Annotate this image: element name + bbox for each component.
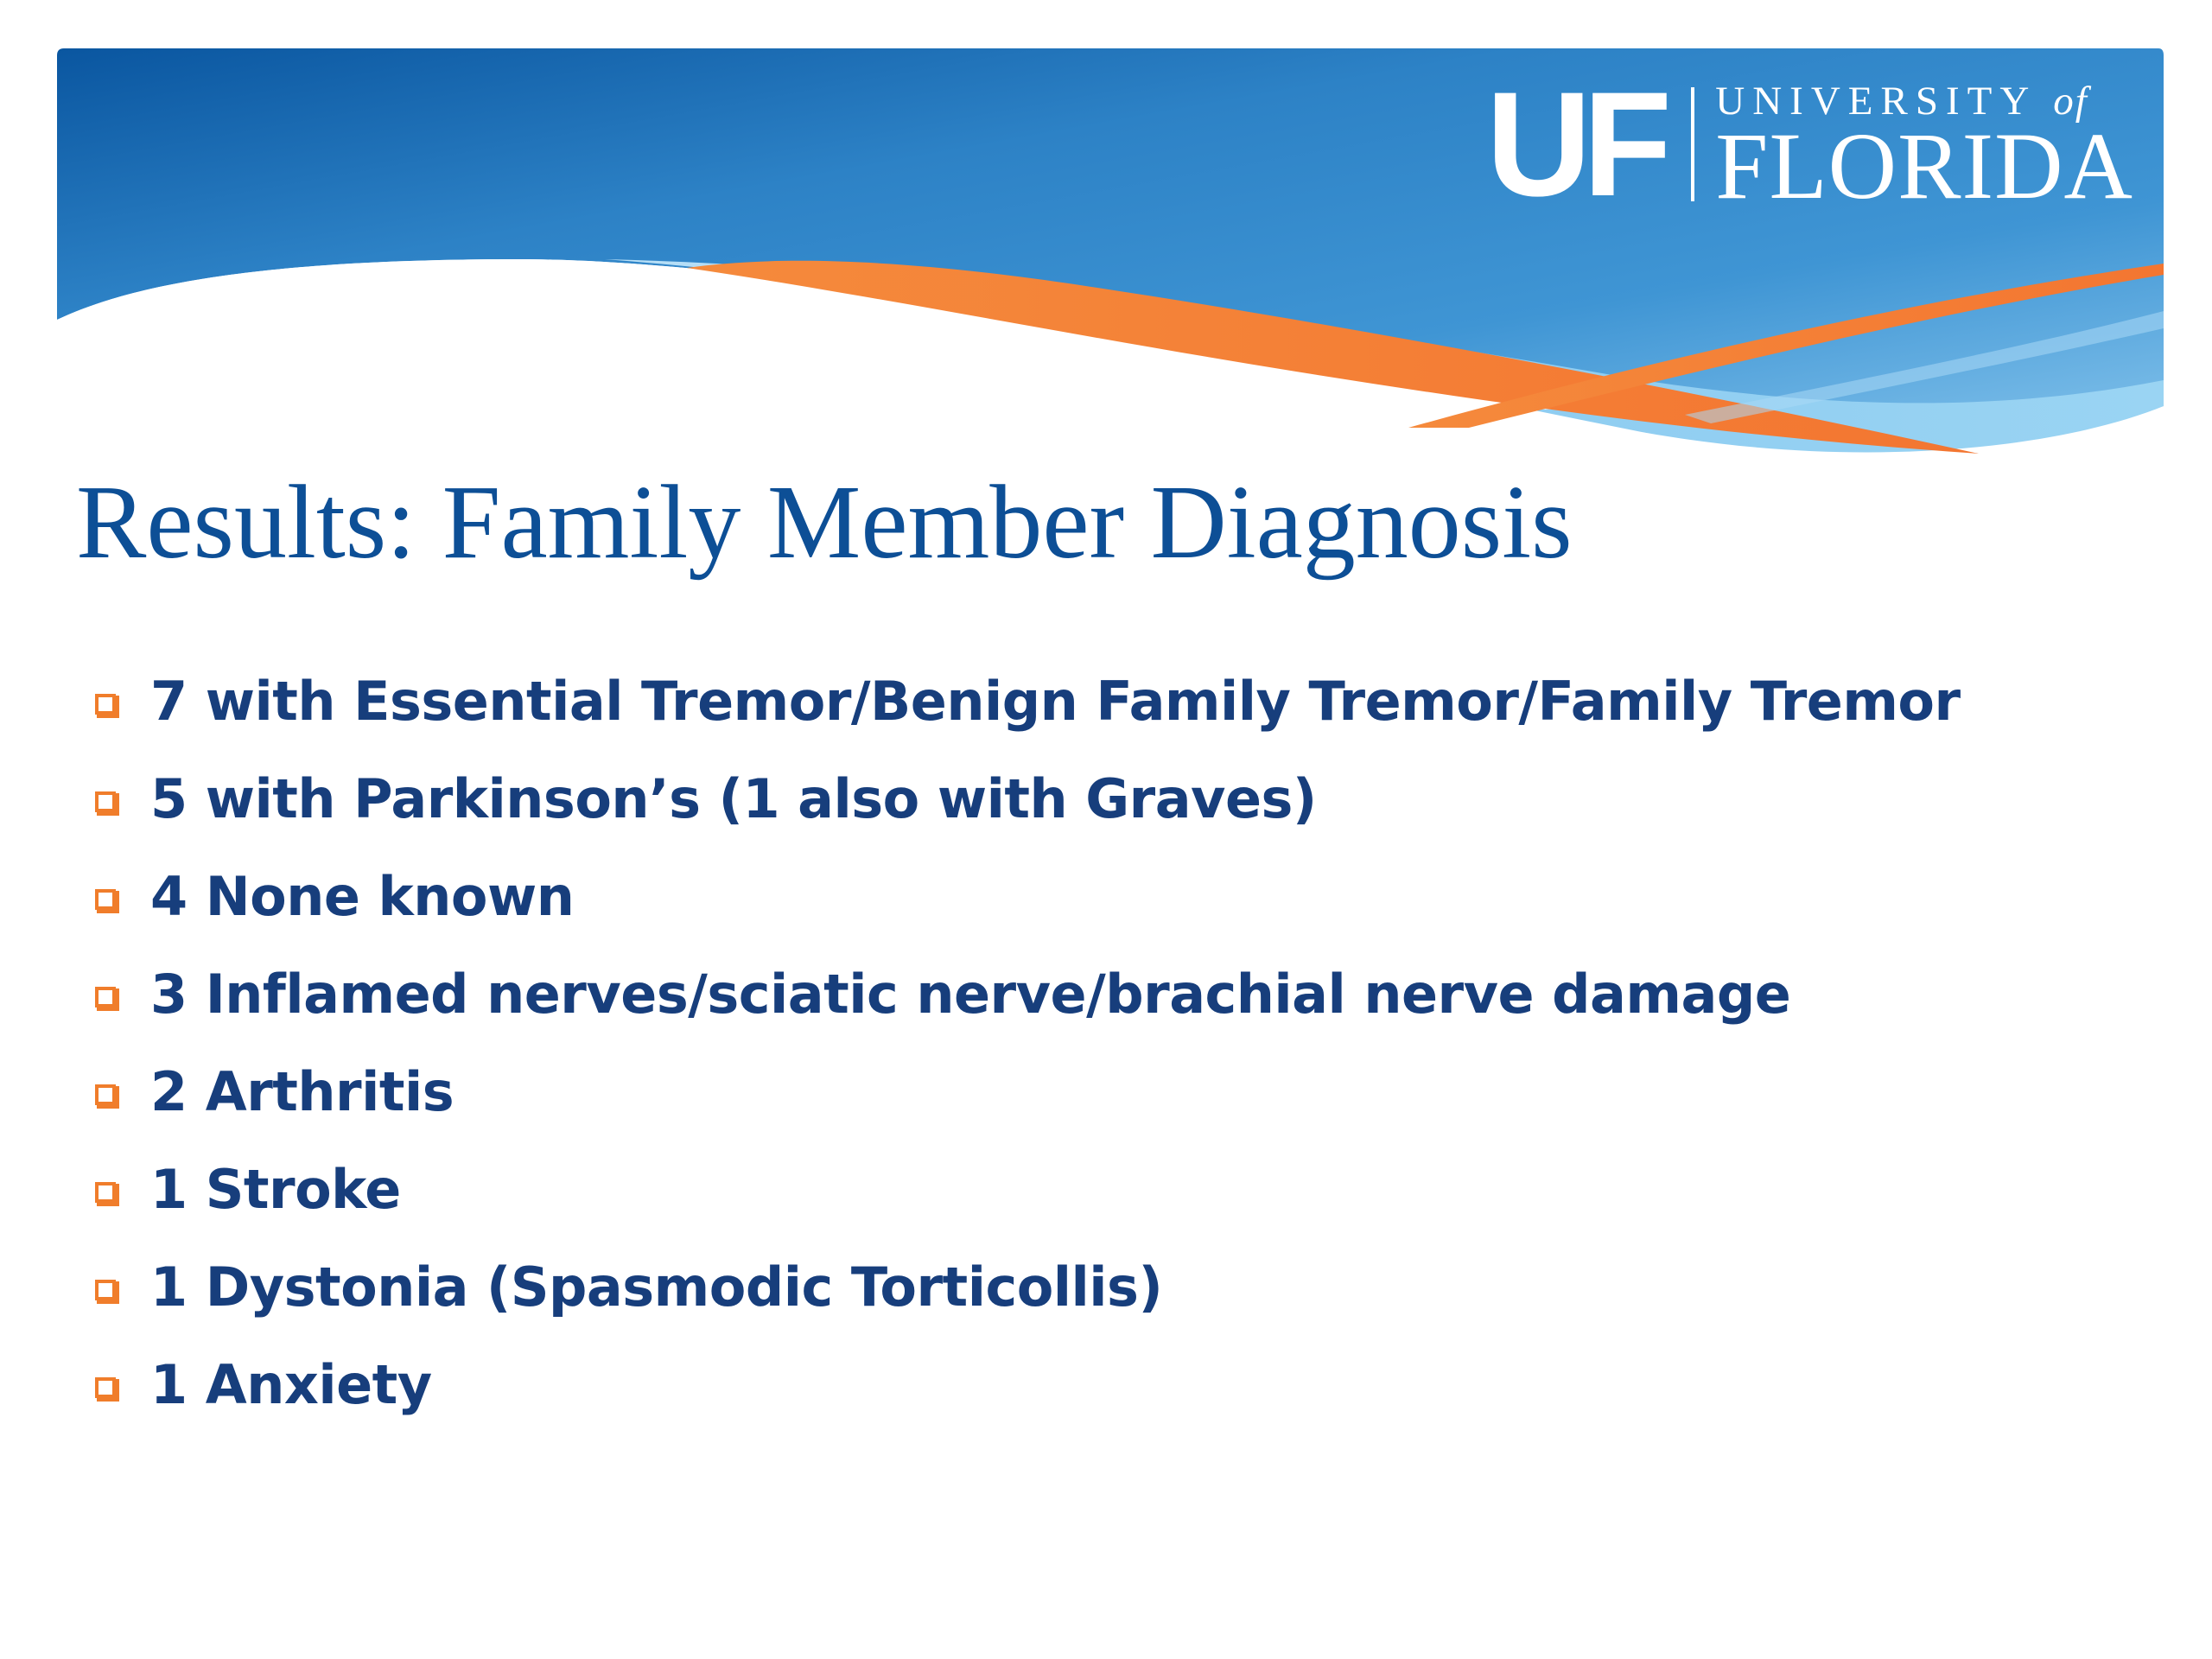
bullet-item <box>95 652 1961 750</box>
checkbox-bullet-icon <box>95 1084 116 1105</box>
bullet-text: 1 Stroke <box>150 1157 401 1221</box>
bullet-text: 7 with Essential Tremor/Benign Family Tremor/Family Tremor <box>150 669 1961 733</box>
bullet-text: 1 Anxiety <box>150 1352 432 1416</box>
checkbox-bullet-icon <box>95 1182 116 1203</box>
checkbox-bullet-icon <box>95 791 116 812</box>
bullet-item <box>95 1238 1961 1336</box>
bullet-text: 1 Dystonia (Spasmodic Torticollis) <box>150 1255 1163 1319</box>
bullet-item <box>95 1336 1961 1433</box>
logo-divider <box>1691 87 1694 201</box>
slide-title: Results: Family Member Diagnosis <box>76 464 1573 581</box>
bullet-item <box>95 750 1961 848</box>
header-banner <box>0 0 2212 484</box>
bullet-item <box>95 1141 1961 1238</box>
bullet-item <box>95 945 1961 1043</box>
bullet-item <box>95 1043 1961 1141</box>
checkbox-bullet-icon <box>95 1280 116 1300</box>
logo-wordmark <box>1715 79 2133 219</box>
logo-of-text: of <box>2053 79 2088 124</box>
bullet-text: 4 None known <box>150 864 575 928</box>
bullet-item <box>95 848 1961 945</box>
uf-monogram: UF <box>1486 61 1664 227</box>
bullet-text: 3 Inflamed nerves/sciatic nerve/brachial nerve damage <box>150 962 1791 1026</box>
checkbox-bullet-icon <box>95 1377 116 1398</box>
logo-university-text: UNIVERSITY <box>1715 79 2036 124</box>
bullet-text: 2 Arthritis <box>150 1059 454 1123</box>
logo-florida-text: FLORIDA <box>1715 113 2133 219</box>
checkbox-bullet-icon <box>95 889 116 910</box>
bullet-list <box>95 652 1961 1433</box>
checkbox-bullet-icon <box>95 987 116 1007</box>
checkbox-bullet-icon <box>95 694 116 715</box>
bullet-text: 5 with Parkinson’s (1 also with Graves) <box>150 766 1317 830</box>
uf-logo <box>1486 61 2133 227</box>
